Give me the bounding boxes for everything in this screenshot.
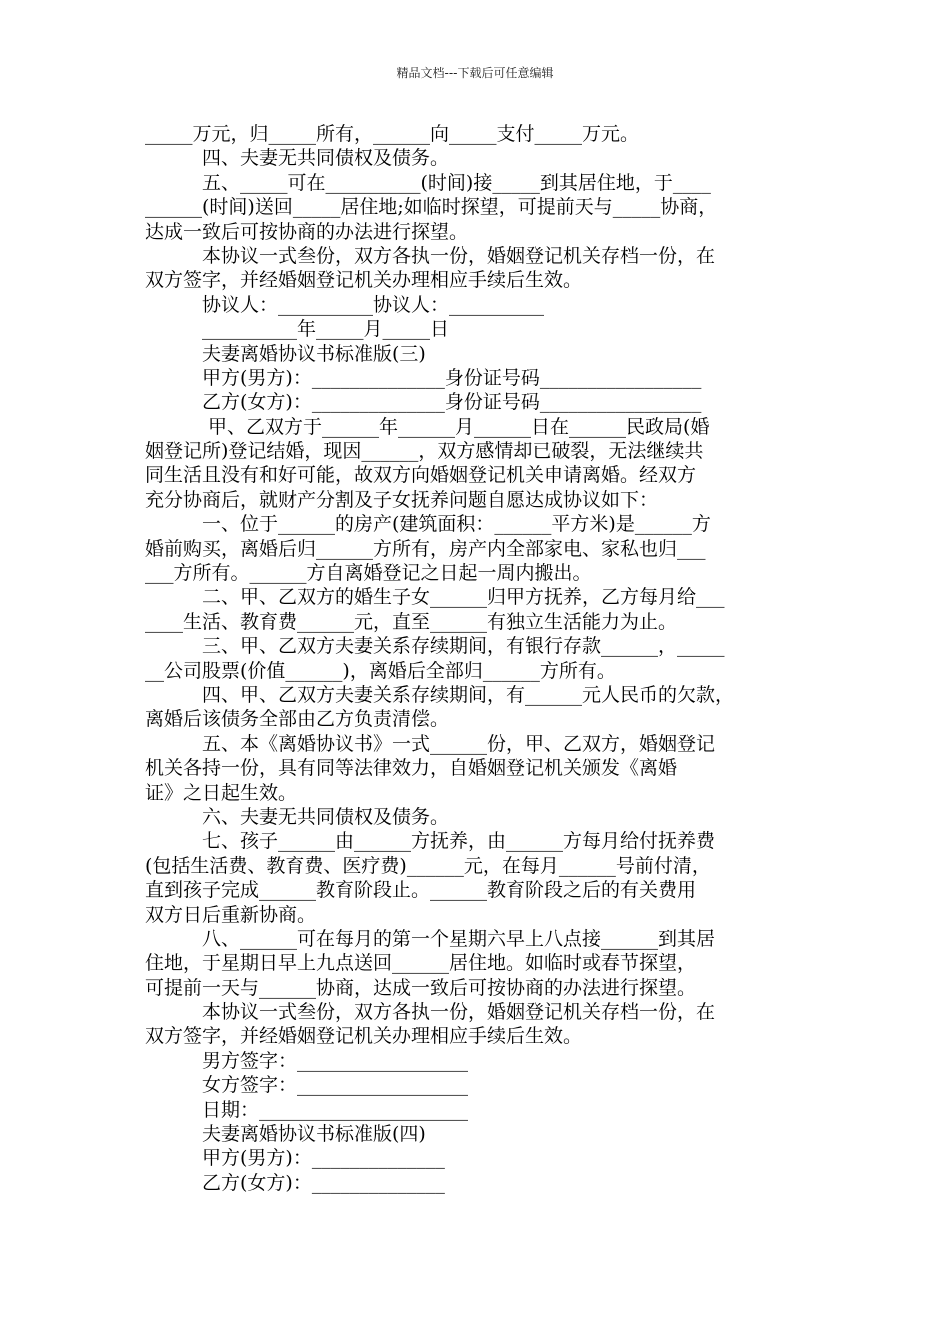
text-line: 姻登记所)登记结婚，现因______，双方感情却已破裂，无法继续共 (145, 440, 704, 463)
text-line: 充分协商后，就财产分割及子女抚养问题自愿达成协议如下： (145, 488, 659, 511)
text-line: 八、______可在每月的第一个星期六早上八点接______到其居 (145, 927, 716, 950)
text-line: 甲方(男方)：______________ (145, 1147, 445, 1170)
text-line: 本协议一式叁份，双方各执一份，婚姻登记机关存档一份，在 (145, 244, 716, 267)
text-line: 夫妻离婚协议书标准版(三) (145, 342, 426, 365)
text-line: 双方签字，并经婚姻登记机关办理相应手续后生效。 (145, 269, 583, 292)
text-line: 乙方(女方)：______________身份证号码_________________ (145, 391, 702, 414)
text-line: 甲、乙双方于______年______月______日在______民政局(婚 (145, 415, 710, 438)
text-line: 四、夫妻无共同债权及债务。 (145, 147, 450, 170)
text-line: 夫妻离婚协议书标准版(四) (145, 1123, 426, 1146)
text-line: 一、位于______的房产(建筑面积：______平方米)是______方 (145, 513, 711, 536)
text-line: 六、夫妻无共同债权及债务。 (145, 805, 450, 828)
text-line: 机关各持一份，具有同等法律效力，自婚姻登记机关颁发《离婚 (145, 757, 678, 780)
text-line: 五、_____可在__________(时间)接_____到其居住地，于____ (145, 171, 711, 194)
text-line: 直到孩子完成______教育阶段止。______教育阶段之后的有关费用 (145, 879, 697, 902)
text-line: 四、甲、乙双方夫妻关系存续期间，有______元人民币的欠款， (145, 683, 735, 706)
text-line: 双方签字，并经婚姻登记机关办理相应手续后生效。 (145, 1025, 583, 1048)
text-line: 二、甲、乙双方的婚生子女______归甲方抚养，乙方每月给___ (145, 586, 725, 609)
text-line: 离婚后该债务全部由乙方负责清偿。 (145, 708, 450, 731)
text-line: 协议人：__________协议人：__________ (145, 293, 545, 316)
text-line: ___方所有。______方自离婚登记之日起一周内搬出。 (145, 562, 592, 585)
text-line: 五、本《离婚协议书》一式______份，甲、乙双方，婚姻登记 (145, 732, 716, 755)
text-line: 达成一致后可按协商的办法进行探望。 (145, 220, 469, 243)
text-line: 可提前一天与______协商，达成一致后可按协商的办法进行探望。 (145, 976, 697, 999)
text-line: 甲方(男方)：______________身份证号码_________________ (145, 366, 702, 389)
text-line: 日期：______________________ (145, 1098, 469, 1121)
text-line: 本协议一式叁份，双方各执一份，婚姻登记机关存档一份，在 (145, 1001, 716, 1024)
text-line: 三、甲、乙双方夫妻关系存续期间，有银行存款______，_____ (145, 635, 725, 658)
text-line: 乙方(女方)：______________ (145, 1171, 445, 1194)
text-line: 女方签字：__________________ (145, 1074, 469, 1097)
text-line: ______(时间)送回_____居住地;如临时探望，可提前天与_____协商， (145, 196, 718, 219)
text-line: __公司股票(价值______)，离婚后全部归______方所有。 (145, 659, 616, 682)
text-line: 男方签字：__________________ (145, 1049, 469, 1072)
text-line: 同生活且没有和好可能，故双方向婚姻登记机关申请离婚。经双方 (145, 464, 697, 487)
text-line: 住地，于星期日早上九点送回______居住地。如临时或春节探望， (145, 952, 697, 975)
text-line: 证》之日起生效。 (145, 781, 298, 804)
text-line: 七、孩子______由______方抚养，由______方每月给付抚养费 (145, 830, 716, 853)
text-line: (包括生活费、教育费、医疗费)______元，在每月______号前付清， (145, 854, 711, 877)
text-line: __________年_____月_____日 (145, 318, 450, 341)
text-line: ____生活、教育费______元，直至______有独立生活能力为止。 (145, 610, 678, 633)
text-line: 婚前购买，离婚后归______方所有，房产内全部家电、家私也归___ (145, 537, 706, 560)
text-line: 双方日后重新协商。 (145, 903, 317, 926)
document-body (145, 122, 807, 1195)
page-header: 精品文档---下载后可任意编辑 (396, 66, 554, 80)
text-line: _____万元，归_____所有，______向_____支付_____万元。 (145, 123, 640, 145)
